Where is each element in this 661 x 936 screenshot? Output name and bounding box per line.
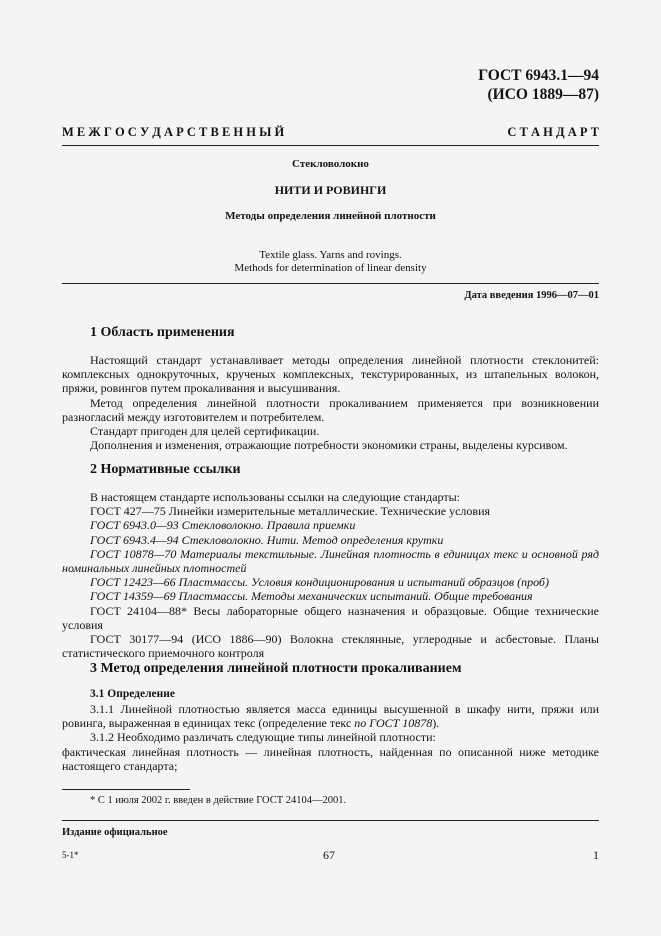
paragraph: Стандарт пригоден для целей сертификации. bbox=[90, 424, 320, 439]
standard-code-gost: ГОСТ 6943.1—94 bbox=[478, 67, 599, 84]
banner-right: С Т А Н Д А Р Т bbox=[507, 125, 599, 139]
footnote: * С 1 июля 2002 г. введен в действие ГОСТ 24104—2001. bbox=[90, 795, 347, 806]
reference-item: ГОСТ 427—75 Линейки измерительные металлические. Технические условия bbox=[90, 504, 491, 519]
page-number-right: 1 bbox=[593, 848, 599, 862]
paragraph: В настоящем стандарте использованы ссылки на следующие стандарты: bbox=[90, 490, 461, 504]
paragraph: 3.1.2 Необходимо различать следующие типы линейной плотности: bbox=[90, 730, 436, 745]
interstate-standard-banner bbox=[62, 125, 599, 140]
english-title-line2: Methods for determination of linear density bbox=[234, 262, 427, 274]
page-number-center: 67 bbox=[323, 848, 335, 862]
paragraph: Метод определения линейной плотности прокаливанием применяется при возникновении разногласий между изготовителем и потребителем. bbox=[62, 395, 599, 424]
paragraph-italic-ref: по ГОСТ 10878 bbox=[354, 716, 433, 731]
paragraph-text: 3.1.1 Линейной плотностью является масса единицы высушенной в шкафу нити, пряжи или ровинга, выраженная в единицах текс (определение текс bbox=[62, 702, 599, 731]
reference-item: ГОСТ 6943.0—93 Стекловолокно. Правила приемки bbox=[90, 518, 356, 533]
footer-rule bbox=[62, 820, 599, 821]
section-1-body bbox=[62, 353, 599, 452]
official-edition: Издание официальное bbox=[62, 827, 168, 838]
section-3-body bbox=[62, 702, 599, 773]
title-rule bbox=[62, 283, 599, 284]
section-1-heading: 1 Область применения bbox=[90, 325, 235, 340]
reference-item: ГОСТ 10878—70 Материалы текстильные. Линейная плотность в единицах текс и основной ряд номинальных линейных плотностей bbox=[62, 546, 599, 576]
english-title-line1: Textile glass. Yarns and rovings. bbox=[259, 249, 402, 261]
standard-code-iso: (ИСО 1889—87) bbox=[487, 86, 599, 103]
paragraph: Дополнения и изменения, отражающие потребности экономики страны, выделены курсивом. bbox=[90, 438, 568, 453]
reference-item: ГОСТ 12423—66 Пластмассы. Условия кондиционирования и испытаний образцов (проб) bbox=[90, 575, 549, 590]
standard-code bbox=[478, 66, 599, 104]
sub-title: Методы определения линейной плотности bbox=[225, 210, 436, 222]
reference-item: ГОСТ 14359—69 Пластмассы. Методы механических испытаний. Общие требования bbox=[90, 589, 533, 604]
section-2-body bbox=[62, 490, 599, 660]
header-rule bbox=[62, 145, 599, 146]
introduction-date: Дата введения 1996—07—01 bbox=[464, 290, 599, 301]
banner-left: М Е Ж Г О С У Д А Р С Т В Е Н Н Ы Й bbox=[62, 125, 285, 139]
subsection-3-1-heading: 3.1 Определение bbox=[90, 688, 176, 700]
paragraph: Настоящий стандарт устанавливает методы определения линейной плотности стеклонитей: комплексных однокруточных, крученых комплексных, текстурированных, из штапельных волокон, пряжи, ровингов путем прокаливания и высушивания. bbox=[62, 353, 599, 396]
reference-item: ГОСТ 30177—94 (ИСО 1886—90) Волокна стеклянные, углеродные и асбестовые. Планы статистического приемочного контроля bbox=[62, 632, 599, 661]
footnote-rule bbox=[62, 789, 190, 790]
section-2-heading: 2 Нормативные ссылки bbox=[90, 462, 241, 477]
paragraph bbox=[62, 702, 599, 730]
reference-item: ГОСТ 6943.4—94 Стекловолокно. Нити. Метод определения крутки bbox=[90, 532, 444, 547]
paragraph: фактическая линейная плотность — линейная плотность, найденная по описанной ниже методике настоящего стандарта; bbox=[62, 744, 599, 773]
sheet-mark: 5-1* bbox=[62, 850, 79, 860]
reference-item: ГОСТ 24104—88* Весы лабораторные общего назначения и образцовые. Общие технические условия bbox=[62, 603, 599, 632]
paragraph-text-end: ). bbox=[432, 716, 440, 731]
main-title: НИТИ И РОВИНГИ bbox=[274, 183, 387, 197]
english-title bbox=[62, 249, 599, 275]
section-3-heading: 3 Метод определения линейной плотности прокаливанием bbox=[90, 661, 462, 676]
subject-title: Стекловолокно bbox=[292, 158, 369, 170]
